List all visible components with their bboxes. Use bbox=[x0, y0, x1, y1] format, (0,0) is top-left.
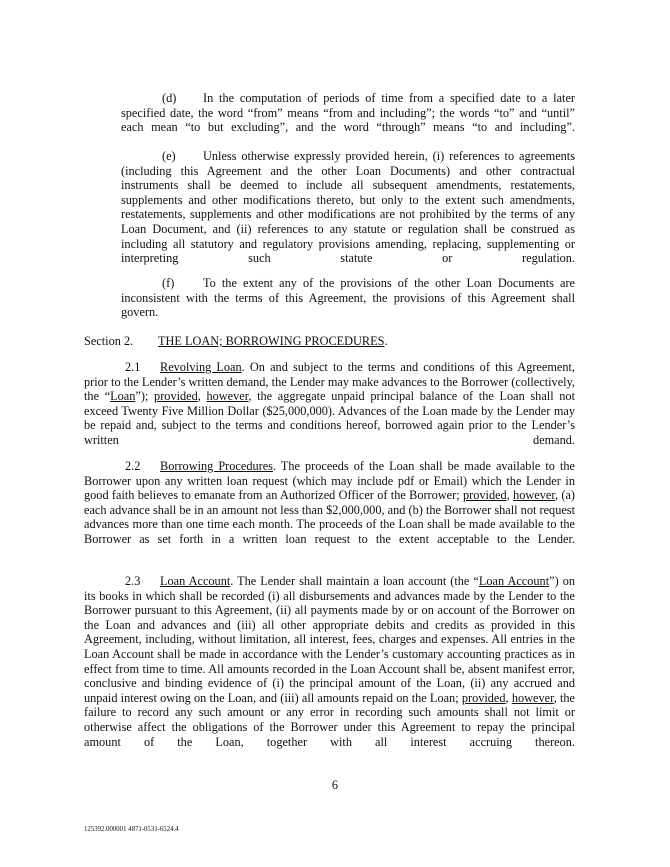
paragraph-d-text: In the computation of periods of time from a specified date to a later specified date, the word “from” means “from and including”; the words “to” and “until” each mean “to but excluding”, and the word “through” means “to and including”. bbox=[121, 91, 575, 135]
paragraph-e-text: Unless otherwise expressly provided herein, (i) references to agreements (including this Agreement and the other Loan Documents) and other contractual instruments shall be deemed to include all subsequent amendments, restatements, supplements and other modifications thereto, but only to the extent such amendments, restatements, supplements and other modifications are not prohibited by the terms of any Loan Document, and (ii) references to any statute or regulation shall be construed as including all statutory and regulatory provisions amending, replacing, supplementing or interpreting such statute or regulation. bbox=[121, 149, 575, 266]
section-title: THE LOAN; BORROWING PROCEDURES bbox=[158, 334, 385, 348]
section-2-3-heading: Loan Account bbox=[160, 574, 231, 588]
section-2-2-number: 2.2 bbox=[125, 459, 141, 473]
section-2-1-heading: Revolving Loan bbox=[160, 360, 242, 374]
paragraph-f-label: (f) bbox=[162, 276, 175, 290]
paragraph-d-label: (d) bbox=[162, 91, 177, 105]
section-2-1-number: 2.1 bbox=[125, 360, 141, 374]
however-term: however bbox=[513, 488, 555, 503]
section-2-3-text-c: , the failure to record any such amount or any error in recording such amounts shall not limit or otherwise affect the obligations of the Borrower under this Agreement to repay the principal amount of the Loan, together with all interest accruing thereon. bbox=[84, 690, 575, 749]
section-2-3-text-b: ”) on its books in which shall be recorded (i) all disbursements and advances made by the Lender to the Borrower pursuant to this Agreement, (ii) all payments made by or on account of the Borrower on the Loan and advances and (iii) all other appropriate debits and credits as provided in this Agreement, including, without limitation, all interest, fees, charges and expenses. All entries in the Loan Account shall be made in accordance with the Lender’s customary accounting practices as in effect from time to time. All amounts recorded in the Loan Account shall be, absent manifest error, conclusive and binding evidence of (i) the principal amount of the Loan, (ii) any accrued and unpaid interest owing on the Loan, and (iii) all amounts repaid on the Loan; bbox=[84, 574, 575, 705]
however-term: however bbox=[206, 389, 249, 404]
section-title-period: . bbox=[384, 334, 388, 348]
paragraph-d bbox=[121, 91, 575, 149]
section-2-2-text-a: . The proceeds of the Loan shall be made available to the Borrower upon any written loan request (which may include pdf or Email) which the Lender in good faith believes to emanate from an Authorized Officer of the Borrower; bbox=[84, 459, 575, 503]
paragraph-e bbox=[121, 149, 575, 280]
provided-term: provided bbox=[462, 488, 507, 503]
separator: , bbox=[506, 488, 514, 503]
section-2-3-text-a: . The Lender shall maintain a loan account (the “ bbox=[230, 574, 479, 588]
section-2-1-text-a: . On and subject to the terms and conditions of this Agreement, prior to the Lender’s written demand, the Lender may make advances to the Borrower (collectively, the “ bbox=[84, 360, 576, 404]
defined-term-loan-account: Loan Account bbox=[478, 574, 550, 588]
section-heading bbox=[84, 334, 388, 349]
section-2-1-text-c: , the aggregate unpaid principal balance of the Loan shall not exceed Twenty Five Million Dollar ($25,000,000). Advances of the Loan made by the Lender may be repaid and, subject to the terms and conditions hereof, borrowed again prior to the Lender’s written demand. bbox=[84, 389, 575, 447]
separator: , bbox=[197, 389, 207, 404]
section-2-2-heading: Borrowing Procedures bbox=[160, 459, 273, 473]
section-2-2-text-b: , (a) each advance shall be in an amount not less than $2,000,000, and (b) the Borrower shall not request advances more than one time each month. The proceeds of the Loan shall be made available to the Borrower as set forth in a written loan request to the extent acceptable to the Lender. bbox=[84, 488, 575, 546]
section-2-1 bbox=[84, 360, 575, 462]
however-term: however bbox=[511, 690, 554, 705]
paragraph-f-text: To the extent any of the provisions of the other Loan Documents are inconsistent with the terms of this Agreement, the provisions of this Agreement shall govern. bbox=[121, 276, 575, 320]
paragraph-e-label: (e) bbox=[162, 149, 176, 163]
section-2-1-text-b: ”); bbox=[135, 389, 155, 404]
page-number: 6 bbox=[331, 778, 339, 792]
defined-term-loan: Loan bbox=[110, 389, 136, 404]
section-2-3 bbox=[84, 574, 575, 764]
paragraph-f bbox=[121, 276, 575, 334]
section-2-2 bbox=[84, 459, 575, 561]
provided-term: provided bbox=[154, 389, 198, 404]
separator: , bbox=[505, 690, 512, 705]
section-2-3-number: 2.3 bbox=[125, 574, 141, 588]
provided-term: provided bbox=[461, 690, 506, 705]
section-number: Section 2. bbox=[84, 334, 134, 348]
document-footer-id: 125392.000001 4871-0531-6524.4 bbox=[84, 826, 179, 833]
